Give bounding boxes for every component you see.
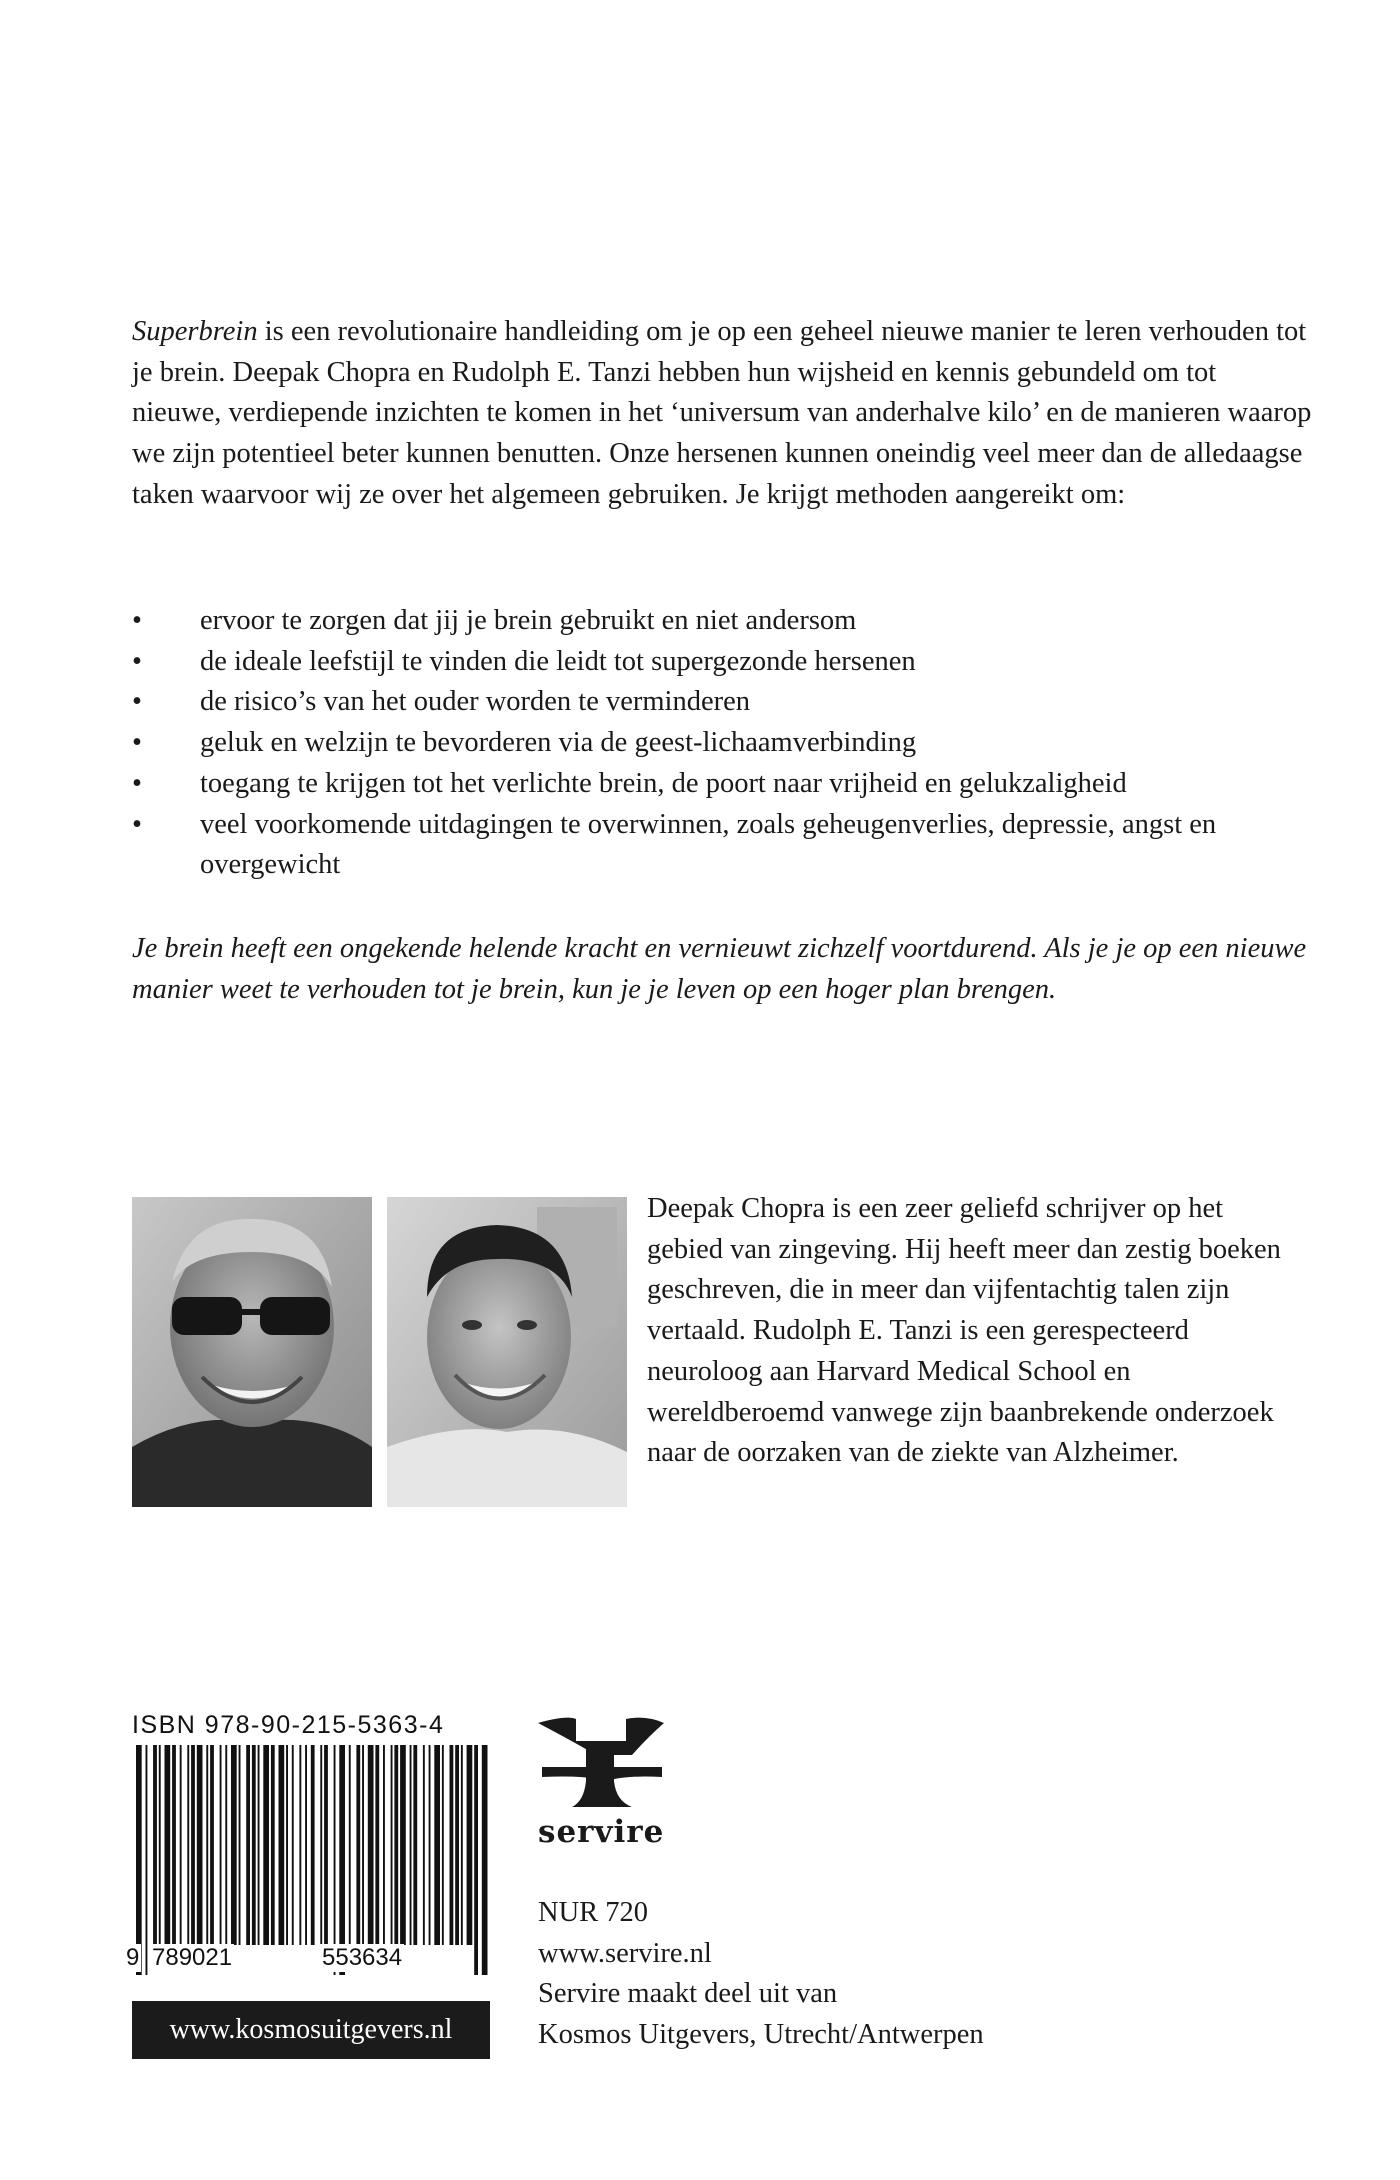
bullet-icon: •	[132, 767, 142, 799]
publisher-group: Kosmos Uitgevers, Utrecht/Antwerpen	[538, 2019, 984, 2051]
servire-website: www.servire.nl	[538, 1937, 712, 1969]
list-item: • veel voorkomende uitdagingen te overwinnen, zoals geheugenverlies, depressie, angst en overgewicht	[132, 805, 1312, 886]
kosmos-website-bar: www.kosmosuitgevers.nl	[132, 2001, 490, 2059]
publisher-note: Servire maakt deel uit van	[538, 1978, 838, 2010]
book-title: Superbrein	[132, 316, 258, 347]
servire-logo-text: servire	[538, 1814, 665, 1850]
barcode-digit-group: 553634	[322, 1944, 403, 1971]
list-item: • de risico’s van het ouder worden te verminderen	[132, 682, 1312, 723]
author-bio: Deepak Chopra is een zeer geliefd schrijver op het gebied van zingeving. Hij heeft meer dan zestig boeken geschreven, die in meer dan vijfentachtig talen zijn vertaald. Rudolph E. Tanzi is een gerespecteerd neuroloog aan Harvard Medical School en wereldberoemd vanwege zijn baanbrekende onderzoek naar de oorzaken van de ziekte van Alzheimer.	[647, 1193, 1281, 1469]
intro-paragraph	[132, 312, 1312, 516]
author-photo-chopra	[132, 1197, 372, 1507]
bullet-icon: •	[132, 686, 142, 718]
barcode-digit-group: 789021	[152, 1944, 233, 1971]
list-item: • ervoor te zorgen dat jij je brein gebruikt en niet andersom	[132, 601, 1312, 642]
list-item: • geluk en welzijn te bevorderen via de geest-lichaamverbinding	[132, 723, 1312, 764]
bullet-icon: •	[132, 808, 142, 840]
list-item: • toegang te krijgen tot het verlichte brein, de poort naar vrijheid en gelukzaligheid	[132, 764, 1312, 805]
barcode	[132, 1745, 492, 1975]
author-photo-tanzi	[387, 1197, 627, 1507]
quote-paragraph: Je brein heeft een ongekende helende kracht en vernieuwt zichzelf voortdurend. Als je je op een nieuwe manier weet te verhouden tot je brein, kun je je leven op een hoger plan brengen.	[132, 933, 1307, 1005]
nur-code: NUR 720	[538, 1897, 649, 1928]
benefits-list	[132, 601, 1312, 886]
publisher-info	[538, 1893, 1238, 2056]
bullet-icon: •	[132, 645, 142, 677]
barcode-digit-group: 9	[126, 1944, 140, 1971]
isbn-label: ISBN 978-90-215-5363-4	[132, 1711, 445, 1739]
list-item: • de ideale leefstijl te vinden die leidt tot supergezonde hersenen	[132, 642, 1312, 683]
bullet-icon: •	[132, 605, 142, 636]
bullet-icon: •	[132, 727, 142, 759]
intro-text: is een revolutionaire handleiding om je op een geheel nieuwe manier te leren verhouden tot je brein. Deepak Chopra en Rudolph E. Tanzi hebben hun wijsheid en kennis gebundeld om tot nieuwe, verdiepende inzichten te komen in het ‘universum van anderhalve kilo’ en de manieren waarop we zijn potentieel beter kunnen benutten. Onze hersenen kunnen oneindig veel meer dan de alledaagse taken waarvoor wij ze over het algemeen gebruiken. Je krijgt methoden aangereikt om:	[132, 316, 1312, 510]
